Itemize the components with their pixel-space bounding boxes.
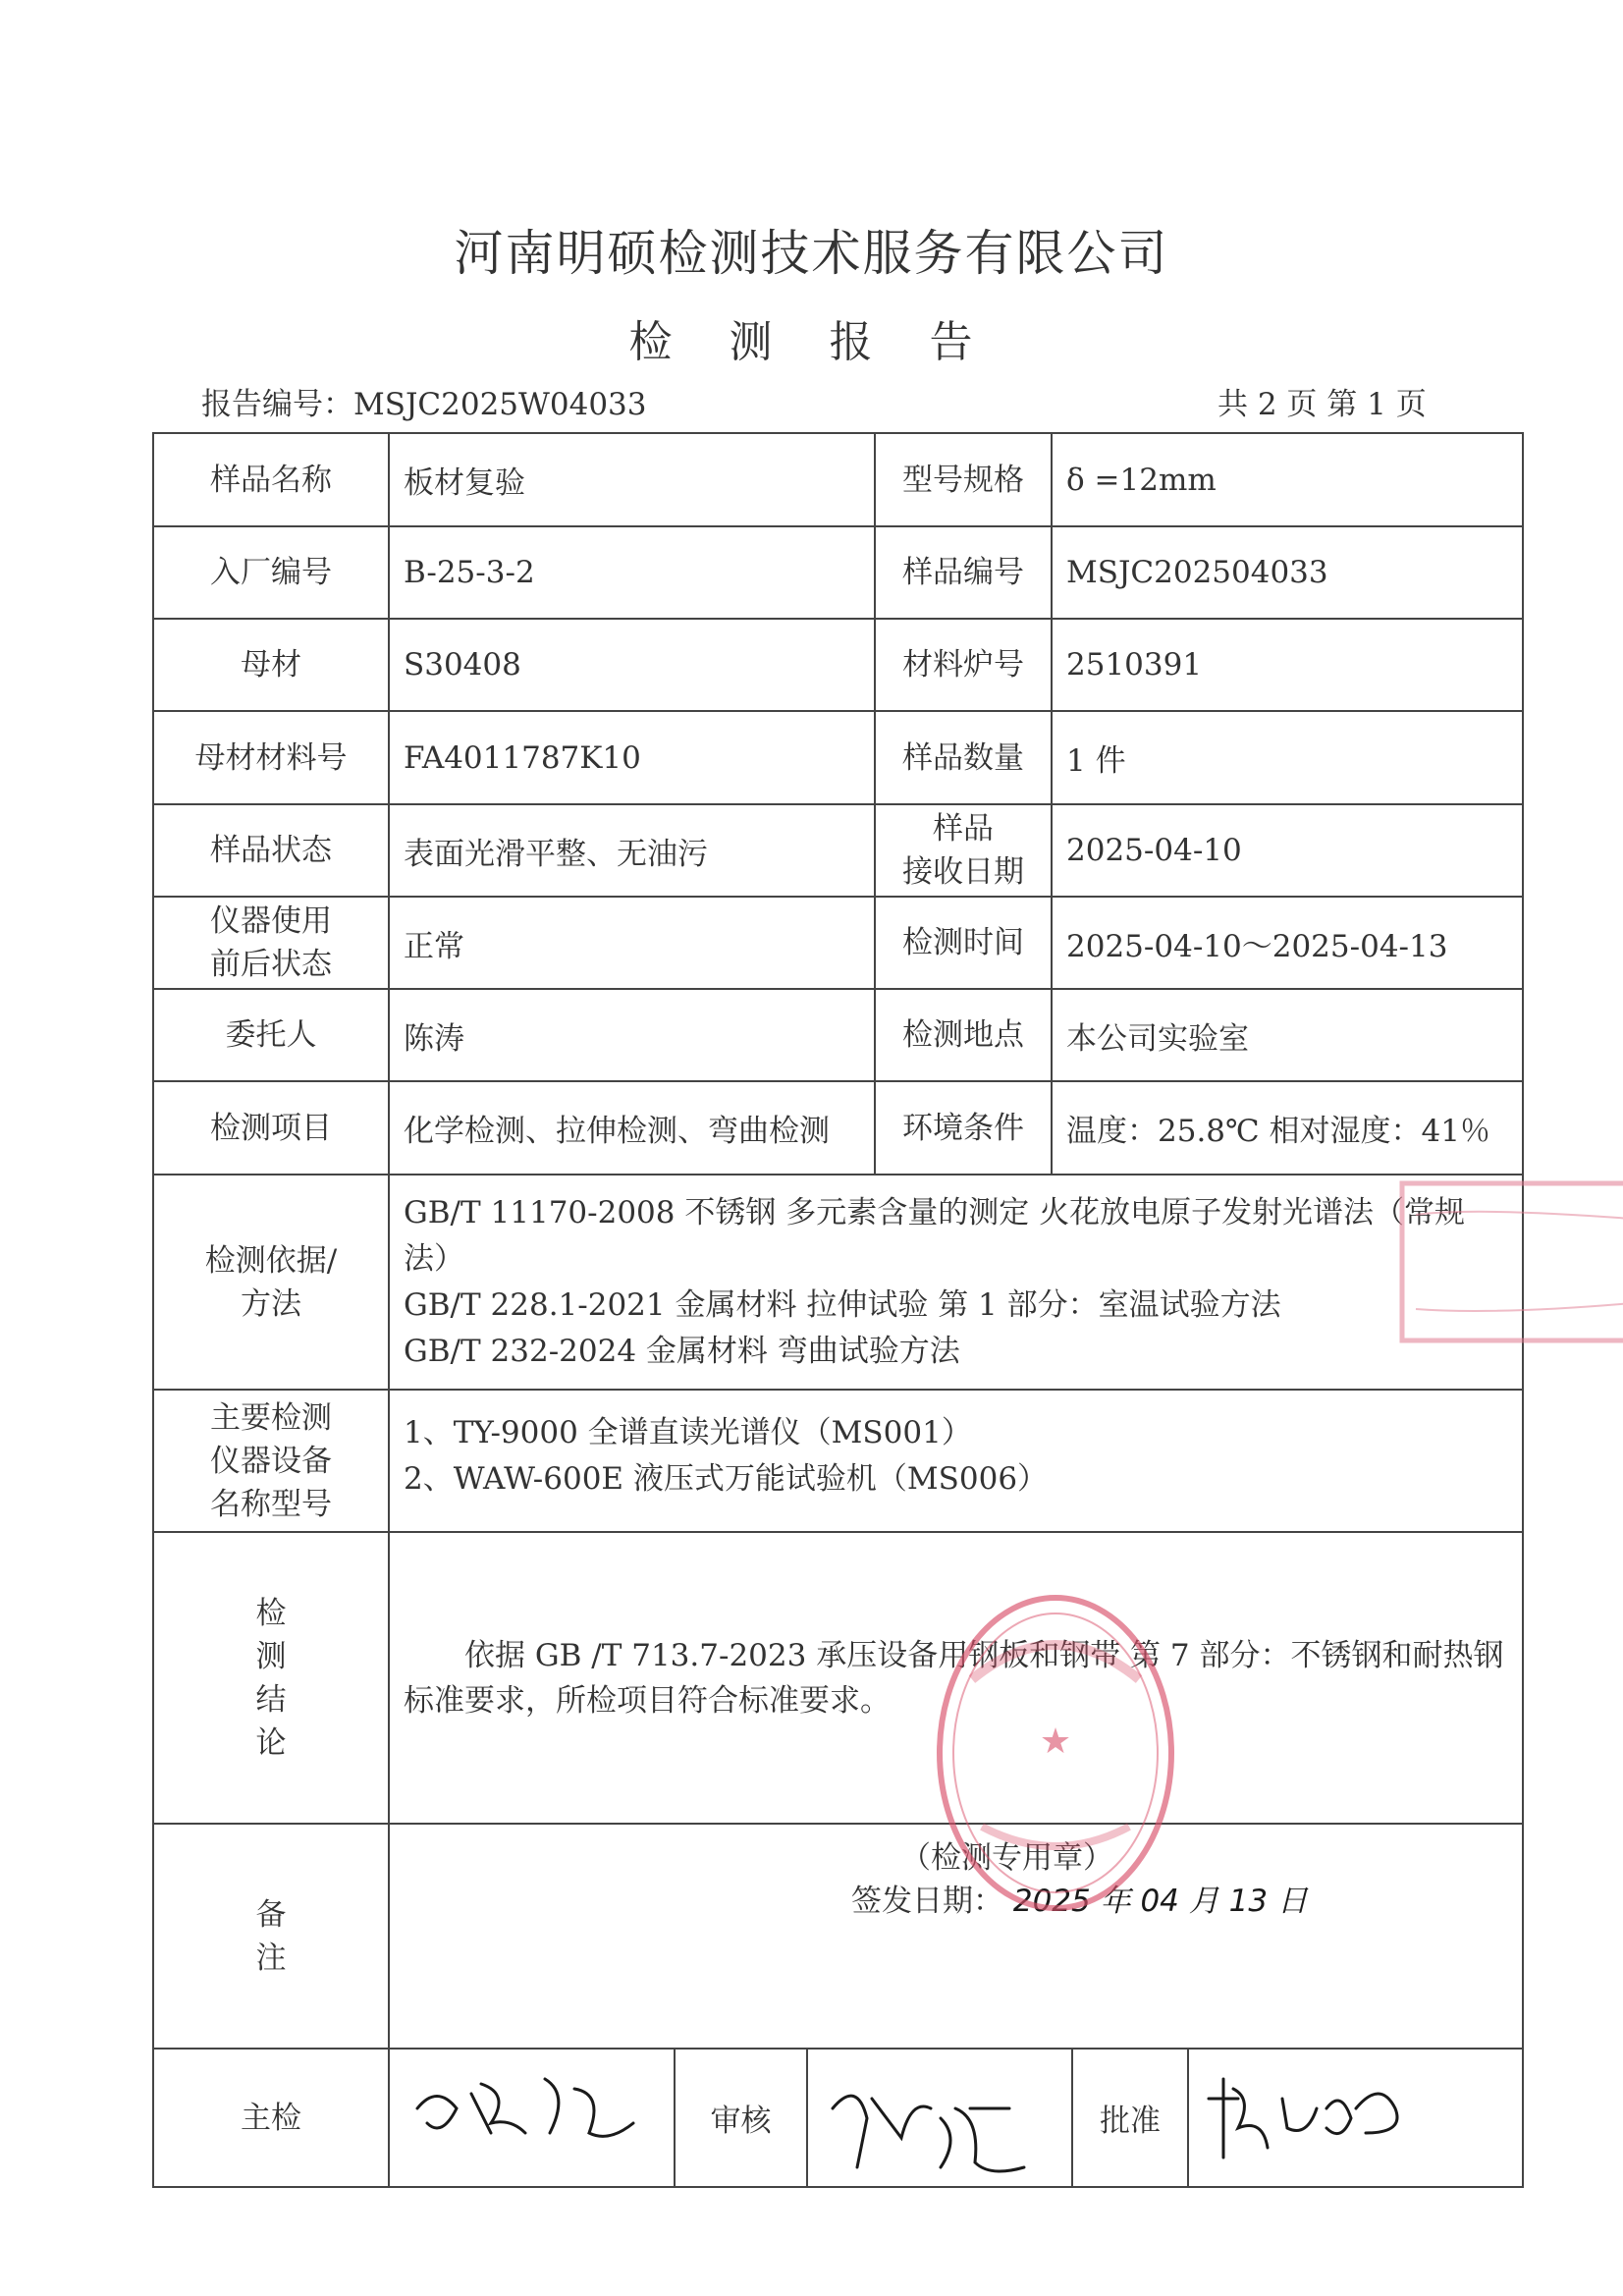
basis-line: GB/T 232-2024 金属材料 弯曲试验方法 bbox=[404, 1333, 960, 1369]
label-model-spec: 型号规格 bbox=[875, 433, 1052, 526]
value-heat-no: 2510391 bbox=[1052, 619, 1523, 711]
label-test-basis bbox=[153, 1175, 389, 1390]
value-base-material: S30408 bbox=[389, 619, 875, 711]
label-instrument-state bbox=[153, 897, 389, 989]
label-test-location: 检测地点 bbox=[875, 989, 1052, 1081]
value-client: 陈涛 bbox=[389, 989, 875, 1081]
label-equipment-line1: 主要检测 bbox=[210, 1399, 332, 1436]
label-char: 论 bbox=[255, 1724, 287, 1761]
label-equipment-line3: 名称型号 bbox=[210, 1486, 332, 1522]
row-instrument-state bbox=[153, 897, 1523, 989]
label-equipment bbox=[153, 1390, 389, 1532]
value-test-basis bbox=[389, 1175, 1523, 1390]
label-material-code: 母材材料号 bbox=[153, 711, 389, 804]
report-table bbox=[152, 432, 1524, 2188]
label-client: 委托人 bbox=[153, 989, 389, 1081]
row-sample-state bbox=[153, 804, 1523, 897]
value-equipment bbox=[389, 1390, 1523, 1532]
label-char: 检 bbox=[255, 1595, 287, 1631]
equipment-line: 1、TY-9000 全谱直读光谱仪（MS001） bbox=[404, 1415, 972, 1450]
row-client bbox=[153, 989, 1523, 1081]
seam-seal bbox=[1394, 1174, 1623, 1355]
issue-date-label: 签发日期： bbox=[851, 1884, 1003, 1919]
reviewer-signature-svg bbox=[808, 2050, 1073, 2178]
label-base-material: 母材 bbox=[153, 619, 389, 711]
label-char: 结 bbox=[255, 1681, 287, 1718]
row-test-items bbox=[153, 1081, 1523, 1175]
reviewer-signature bbox=[807, 2050, 1072, 2186]
basis-line: GB/T 228.1-2021 金属材料 拉伸试验 第 1 部分：室温试验方法 bbox=[404, 1286, 1281, 1323]
stamp-label: （检测专用章） bbox=[900, 1840, 1113, 1876]
label-test-items: 检测项目 bbox=[153, 1081, 389, 1175]
label-test-basis-line1: 检测依据/ bbox=[204, 1242, 338, 1279]
approver-signature-svg bbox=[1189, 2050, 1425, 2178]
label-inspector: 主检 bbox=[153, 2049, 389, 2187]
label-factory-no: 入厂编号 bbox=[153, 526, 389, 619]
row-sample-name bbox=[153, 433, 1523, 526]
value-sample-state: 表面光滑平整、无油污 bbox=[389, 804, 875, 897]
label-char: 测 bbox=[255, 1638, 287, 1674]
report-number: 报告编号：MSJC2025W04033 bbox=[201, 387, 647, 422]
label-receive-date-line1: 样品 bbox=[933, 811, 994, 847]
label-reviewer: 审核 bbox=[675, 2050, 807, 2186]
label-equipment-line2: 仪器设备 bbox=[210, 1443, 332, 1479]
label-approver: 批准 bbox=[1072, 2050, 1188, 2186]
approver-signature bbox=[1188, 2050, 1522, 2186]
value-sample-name: 板材复验 bbox=[389, 433, 875, 526]
signature-cell bbox=[389, 2049, 1523, 2187]
report-title: 检 测 报 告 bbox=[628, 317, 995, 367]
row-remark bbox=[153, 1824, 1523, 2049]
value-material-code: FA4011787K10 bbox=[389, 711, 875, 804]
label-char: 注 bbox=[255, 1940, 287, 1976]
value-receive-date: 2025-04-10 bbox=[1052, 804, 1523, 897]
label-receive-date-line2: 接收日期 bbox=[902, 854, 1024, 890]
row-test-basis bbox=[153, 1175, 1523, 1390]
basis-line: GB/T 11170-2008 不锈钢 多元素含量的测定 火花放电原子发射光谱法（常规法） bbox=[404, 1194, 1466, 1277]
label-heat-no: 材料炉号 bbox=[875, 619, 1052, 711]
label-instrument-state-line2: 前后状态 bbox=[210, 947, 332, 982]
page-info: 共 2 页 第 1 页 bbox=[1217, 387, 1427, 422]
value-sample-no: MSJC202504033 bbox=[1052, 526, 1523, 619]
row-material-code bbox=[153, 711, 1523, 804]
signature-table bbox=[390, 2050, 1522, 2186]
label-sample-state: 样品状态 bbox=[153, 804, 389, 897]
value-environment: 温度：25.8℃ 相对湿度：41％ bbox=[1052, 1081, 1523, 1175]
test-seal bbox=[928, 1581, 1188, 1915]
label-sample-qty: 样品数量 bbox=[875, 711, 1052, 804]
inspector-signature-svg bbox=[390, 2050, 675, 2178]
label-sample-name: 样品名称 bbox=[153, 433, 389, 526]
value-sample-qty: 1 件 bbox=[1052, 711, 1523, 804]
label-environment: 环境条件 bbox=[875, 1081, 1052, 1175]
value-test-items: 化学检测、拉伸检测、弯曲检测 bbox=[389, 1081, 875, 1175]
equipment-line: 2、WAW-600E 液压式万能试验机（MS006） bbox=[404, 1461, 1049, 1497]
value-test-time: 2025-04-10～2025-04-13 bbox=[1052, 897, 1523, 989]
label-sample-no: 样品编号 bbox=[875, 526, 1052, 619]
label-test-time: 检测时间 bbox=[875, 897, 1052, 989]
issue-date-handwritten: 2025 年 04 月 13 日 bbox=[1012, 1884, 1308, 1919]
label-test-basis-line2: 方法 bbox=[241, 1285, 301, 1322]
label-char: 备 bbox=[255, 1896, 287, 1933]
label-conclusion bbox=[153, 1532, 389, 1824]
value-instrument-state: 正常 bbox=[389, 897, 875, 989]
value-factory-no: B-25-3-2 bbox=[389, 526, 875, 619]
label-remark bbox=[153, 1824, 389, 2049]
row-conclusion bbox=[153, 1532, 1523, 1824]
row-factory-no bbox=[153, 526, 1523, 619]
row-equipment bbox=[153, 1390, 1523, 1532]
value-test-location: 本公司实验室 bbox=[1052, 989, 1523, 1081]
value-model-spec: δ =12mm bbox=[1052, 433, 1523, 526]
row-signatures bbox=[153, 2049, 1523, 2187]
row-base-material bbox=[153, 619, 1523, 711]
label-instrument-state-line1: 仪器使用 bbox=[210, 903, 332, 939]
svg-text:★: ★ bbox=[1039, 1722, 1072, 1762]
inspector-signature bbox=[390, 2050, 675, 2186]
company-name: 河南明硕检测技术服务有限公司 bbox=[454, 225, 1169, 282]
conclusion-text: 依据 GB /T 713.7-2023 承压设备用钢板和钢带 第 7 部分：不锈钢和耐热钢 标准要求，所检项目符合标准要求。 bbox=[404, 1637, 1504, 1719]
label-receive-date bbox=[875, 804, 1052, 897]
